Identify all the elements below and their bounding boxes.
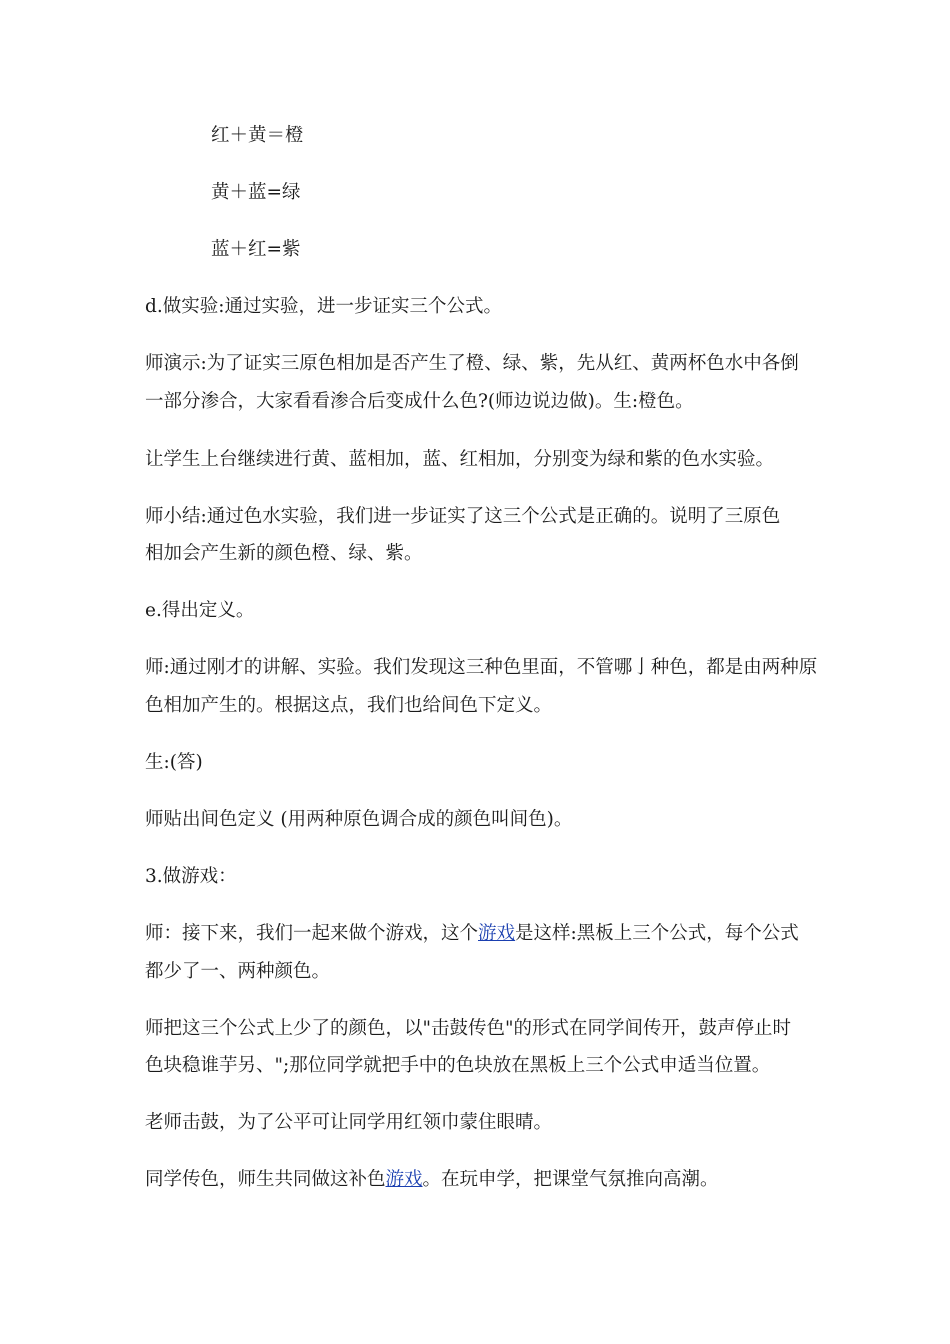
step-d-heading: d.做实验:通过实验，进一步证实三个公式。: [145, 296, 502, 317]
teacher-define-line-1: 师:通过刚才的讲解、实验。我们发现这三种色里面，不管哪亅种色，都是由两种原: [145, 657, 818, 678]
game-intro-line-1: [145, 921, 799, 947]
summary-line-2: 相加会产生新的颜色橙、绿、紫。: [145, 543, 423, 564]
closing-game-link[interactable]: 游戏: [385, 1169, 423, 1190]
summary-line-1: 师小结:通过色水实验，我们进一步证实了这三个公式是正确的。说明了三原色: [145, 506, 781, 527]
game-intro-text-b: 是这样:黑板上三个公式，每个公式: [515, 923, 799, 944]
definition-text: 师贴出间色定义 (用两种原色调合成的颜色叫间色)。: [145, 809, 573, 830]
teacher-define-line-2: 色相加产生的。根据这点，我们也给间色下定义。: [145, 695, 553, 716]
closing-text-b: 。在玩申学，把课堂气氛推向高潮。: [422, 1169, 719, 1190]
closing-text-a: 同学传色，师生共同做这补色: [145, 1169, 386, 1190]
game-intro-text-a: 师：接下来，我们一起来做个游戏，这个: [145, 923, 479, 944]
formula-green: 黄＋蓝=绿: [211, 182, 301, 203]
step-e-heading: e.得出定义。: [145, 600, 255, 621]
drum-paragraph: 老师击鼓，为了公平可让同学用红领巾蒙住眼晴。: [145, 1112, 553, 1133]
formula-orange: 红＋黄＝橙: [211, 125, 304, 146]
closing-paragraph: [145, 1167, 719, 1193]
formula-purple: 蓝＋红=紫: [211, 239, 301, 260]
teacher-demo-line-2: 一部分渗合，大家看看渗合后变成什么色?(师边说边做)。生:橙色。: [145, 391, 694, 412]
game-rule-line-1: 师把这三个公式上少了的颜色，以"击鼓传色"的形式在同学间传开，鼓声停止时: [145, 1018, 792, 1039]
teacher-demo-line-1: 师演示:为了证实三原色相加是否产生了橙、绿、紫，先从红、黄两杯色水中各倒: [145, 353, 799, 374]
game-heading: 3.做游戏：: [145, 866, 237, 887]
game-link[interactable]: 游戏: [478, 923, 516, 944]
game-intro-line-2: 都少了一、两种颜色。: [145, 961, 331, 982]
student-experiment: 让学生上台继续进行黄、蓝相加，蓝、红相加，分别变为绿和紫的色水实验。: [145, 449, 775, 470]
game-rule-line-2: 色块稳谁芋另、";那位同学就把手中的色块放在黑板上三个公式申适当位置。: [145, 1055, 771, 1076]
student-answer: 生:(答): [145, 752, 203, 773]
